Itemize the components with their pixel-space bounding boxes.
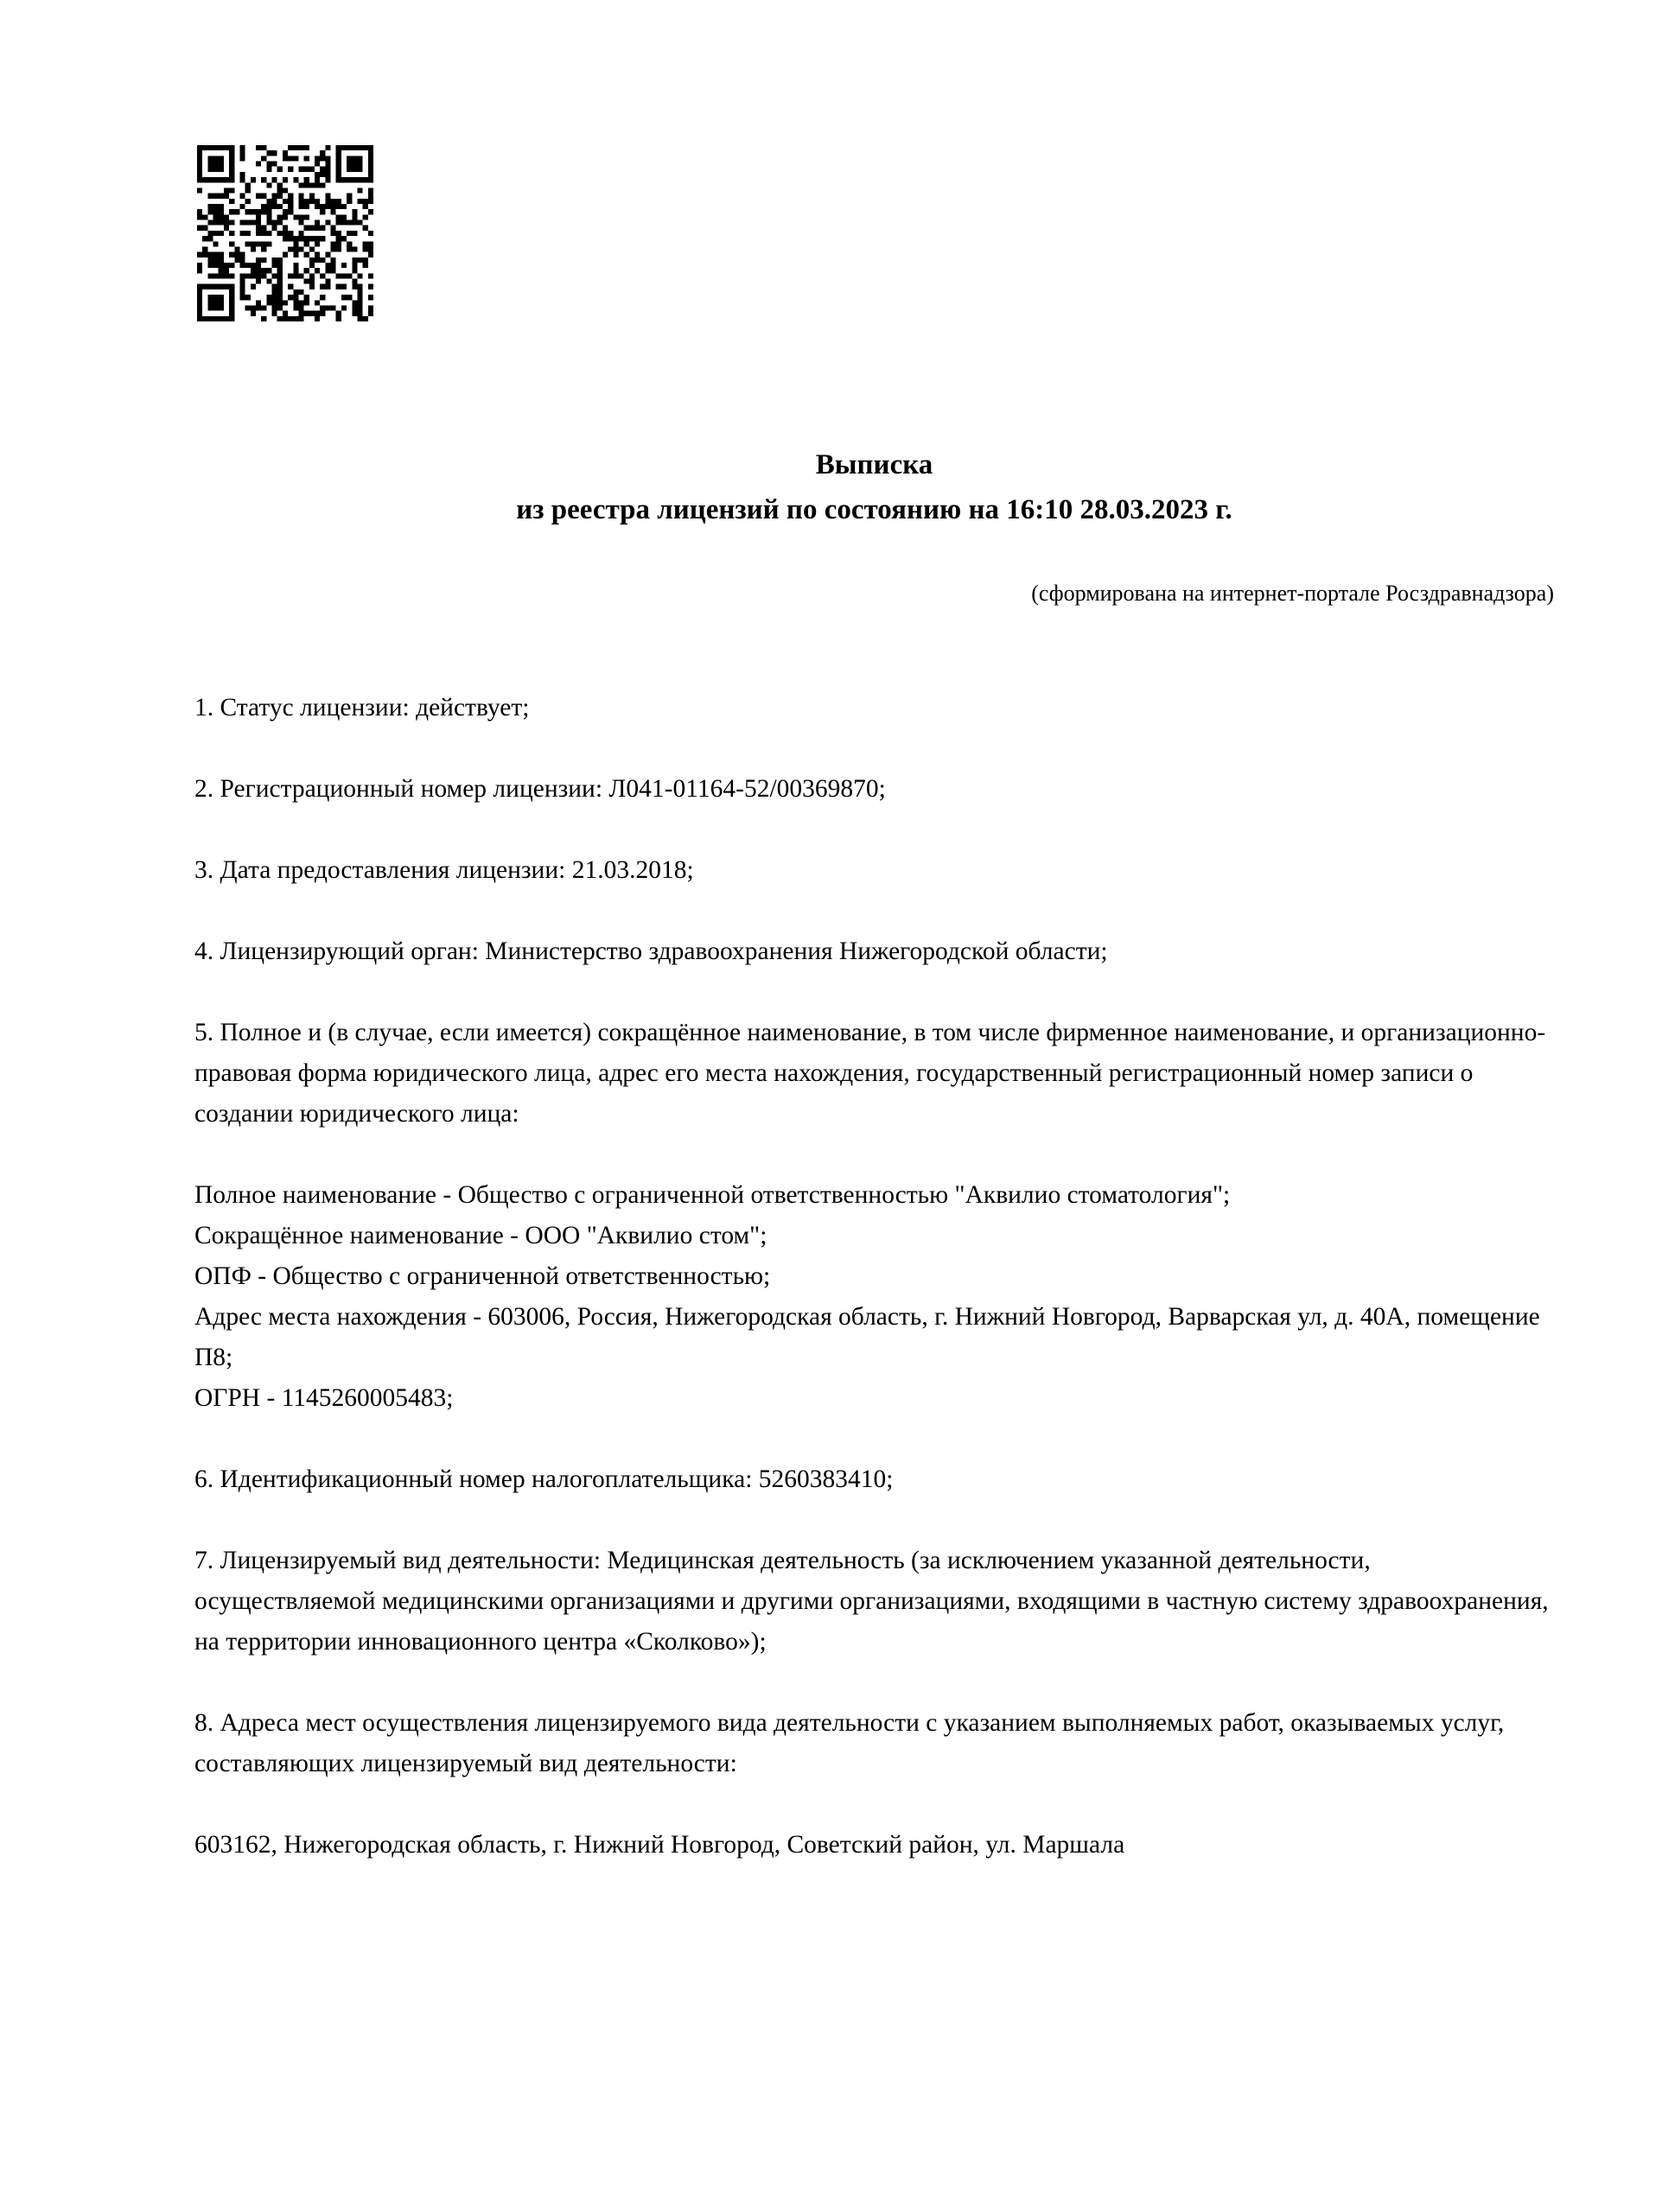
document-title (194, 0, 1554, 532)
qr-code (197, 145, 373, 321)
title-line-1: Выписка (815, 449, 933, 480)
entity-address: Адрес места нахождения - 603006, Россия, Нижегородская область, г. Нижний Новгород, Варварская ул, д. 40А, помещение П8; (194, 1303, 1540, 1371)
item-taxpayer-number: 6. Идентификационный номер налогоплательщика: 5260383410; (194, 1465, 894, 1493)
qr-code-image (197, 145, 373, 321)
entity-details-block (194, 1175, 1554, 1419)
item-licensed-activity: 7. Лицензируемый вид деятельности: Медицинская деятельность (за исключением указанной деятельности, осуществляемой медицинскими организациями и другими организациями, входящими в частную систему здравоохранения, на территории инновационного центра «Сколково»); (194, 1547, 1549, 1656)
item-grant-date: 3. Дата предоставления лицензии: 21.03.2018; (194, 856, 694, 884)
item-activity-address: 603162, Нижегородская область, г. Нижний Новгород, Советский район, ул. Маршала (194, 1831, 1125, 1859)
item-licensing-authority: 4. Лицензирующий орган: Министерство здравоохранения Нижегородской области; (194, 938, 1108, 965)
entity-full-name: Полное наименование - Общество с ограниченной ответственностью "Аквилио стоматология"; (194, 1181, 1231, 1209)
item-addresses-intro: 8. Адреса мест осуществления лицензируемого вида деятельности с указанием выполняемых работ, оказываемых услуг, составляющих лицензируемый вид деятельности: (194, 1709, 1505, 1777)
document-body (194, 688, 1554, 1866)
title-line-2: из реестра лицензий по состоянию на 16:10 28.03.2023 г. (516, 494, 1232, 525)
document-subtitle: (сформирована на интернет-портале Росздравнадзора) (1031, 581, 1554, 606)
item-entity-intro: 5. Полное и (в случае, если имеется) сокращённое наименование, в том числе фирменное наименование, и организационно-правовая форма юридического лица, адрес его места нахождения, государственный регистрационный номер записи о создании юридического лица: (194, 1019, 1546, 1128)
entity-opf: ОПФ - Общество с ограниченной ответственностью; (194, 1262, 771, 1290)
item-registration-number: 2. Регистрационный номер лицензии: Л041-01164-52/00369870; (194, 775, 886, 803)
entity-short-name: Сокращённое наименование - ООО "Аквилио стом"; (194, 1222, 767, 1249)
item-license-status: 1. Статус лицензии: действует; (194, 694, 530, 721)
entity-ogrn: ОГРН - 1145260005483; (194, 1384, 454, 1412)
